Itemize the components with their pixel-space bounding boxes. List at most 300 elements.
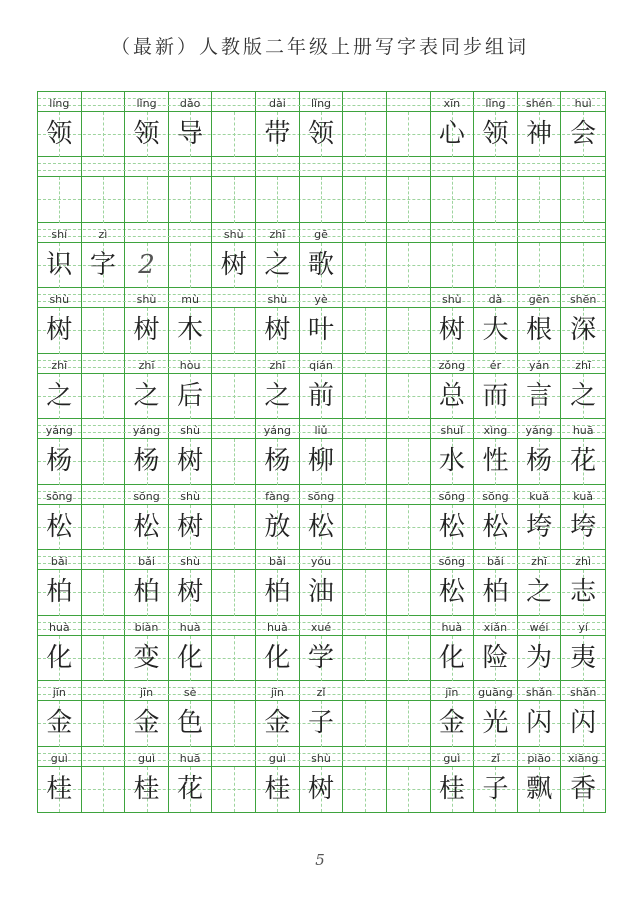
- pinyin-cell: [38, 288, 82, 307]
- pinyin-cell: [561, 92, 605, 111]
- pinyin-text: guāng: [478, 686, 513, 700]
- pinyin-cell: [38, 616, 82, 635]
- hanzi-cell: [300, 767, 344, 812]
- hanzi-char: 金: [438, 708, 465, 739]
- hanzi-char: 桂: [264, 773, 291, 804]
- hanzi-char: 会: [570, 119, 597, 149]
- pinyin-text: yóu: [310, 555, 332, 569]
- hanzi-char: 松: [46, 511, 73, 542]
- pinyin-text: shù: [180, 555, 200, 569]
- pinyin-text: yán: [528, 358, 550, 372]
- pinyin-cell: [474, 354, 518, 373]
- pinyin-cell: [343, 288, 387, 307]
- hanzi-char: 夷: [570, 642, 597, 673]
- hanzi-cell: [212, 767, 256, 812]
- hanzi-char: 字: [89, 249, 116, 280]
- hanzi-cell: [300, 636, 344, 681]
- hanzi-cell: [82, 767, 126, 812]
- pinyin-text: shù: [441, 293, 462, 307]
- hanzi-char: 心: [438, 119, 465, 149]
- hanzi-cell: [38, 374, 82, 419]
- hanzi-cell: [212, 701, 256, 746]
- pinyin-text: kuǎ: [573, 489, 594, 503]
- pinyin-text: bǎi: [50, 555, 68, 569]
- pinyin-cell: [38, 354, 82, 373]
- pinyin-text: lǐng: [485, 97, 506, 110]
- hanzi-cell: [169, 439, 213, 484]
- pinyin-cell: [256, 223, 300, 242]
- hanzi-char: 之: [526, 577, 553, 608]
- hanzi-cell: [38, 636, 82, 681]
- hanzi-char: 后: [177, 380, 204, 411]
- hanzi-cell: [387, 243, 431, 288]
- hanzi-char: 松: [133, 511, 160, 542]
- pinyin-text: shù: [180, 489, 200, 503]
- hanzi-cell: [256, 701, 300, 746]
- hanzi-cell: [169, 374, 213, 419]
- pinyin-cell: [474, 419, 518, 438]
- pinyin-text: shén: [525, 97, 553, 110]
- pinyin-cell: [256, 485, 300, 504]
- pinyin-text: shí: [51, 227, 68, 241]
- hanzi-cell: [343, 636, 387, 681]
- pinyin-text: jīn: [52, 686, 66, 700]
- hanzi-char: 杨: [46, 446, 73, 477]
- pinyin-cell: [125, 92, 169, 111]
- pinyin-cell: [300, 288, 344, 307]
- pinyin-cell: [125, 288, 169, 307]
- pinyin-cell: [82, 157, 126, 176]
- hanzi-char: 歌: [307, 249, 334, 280]
- hanzi-char: 之: [133, 380, 160, 411]
- hanzi-char: 之: [264, 380, 291, 411]
- pinyin-cell: [561, 223, 605, 242]
- hanzi-cell: [82, 308, 126, 353]
- hanzi-cell: [431, 243, 475, 288]
- pinyin-text: huì: [574, 97, 592, 110]
- pinyin-cell: [212, 747, 256, 766]
- hanzi-cell: [169, 177, 213, 222]
- hanzi-char: 桂: [133, 773, 160, 804]
- pinyin-cell: [169, 550, 213, 569]
- hanzi-cell: [300, 243, 344, 288]
- pinyin-text: zhī: [269, 358, 286, 372]
- pinyin-cell: [431, 747, 475, 766]
- hanzi-cell: [343, 439, 387, 484]
- pinyin-cell: [431, 550, 475, 569]
- hanzi-cell: [561, 636, 605, 681]
- hanzi-cell: [125, 243, 169, 288]
- hanzi-cell: [387, 177, 431, 222]
- hanzi-cell: [518, 505, 562, 550]
- pinyin-text: sōng: [438, 489, 466, 503]
- hanzi-cell: [125, 701, 169, 746]
- pinyin-cell: [387, 747, 431, 766]
- pinyin-cell: [343, 616, 387, 635]
- hanzi-char: 之: [46, 380, 73, 411]
- pinyin-cell: [212, 288, 256, 307]
- hanzi-cell: [300, 374, 344, 419]
- hanzi-cell: [38, 505, 82, 550]
- pinyin-cell: [38, 485, 82, 504]
- pinyin-cell: [169, 485, 213, 504]
- hanzi-cell: [343, 767, 387, 812]
- pinyin-cell: [431, 354, 475, 373]
- pinyin-text: huà: [441, 620, 463, 634]
- pinyin-cell: [518, 747, 562, 766]
- pinyin-text: shù: [180, 424, 200, 438]
- pinyin-cell: [169, 223, 213, 242]
- hanzi-char: 垮: [570, 511, 597, 542]
- pinyin-cell: [212, 92, 256, 111]
- hanzi-char: 金: [264, 708, 291, 739]
- hanzi-cell: [82, 570, 126, 615]
- pinyin-text: ér: [489, 358, 502, 372]
- pinyin-cell: [38, 419, 82, 438]
- pinyin-cell: [82, 747, 126, 766]
- pinyin-cell: [387, 419, 431, 438]
- hanzi-char: 花: [177, 773, 204, 804]
- hanzi-cell: [561, 570, 605, 615]
- hanzi-cell: [38, 308, 82, 353]
- hanzi-char: 导: [177, 119, 204, 149]
- pinyin-cell: [561, 485, 605, 504]
- hanzi-cell: [387, 308, 431, 353]
- hanzi-cell: [343, 701, 387, 746]
- hanzi-char: 神: [526, 119, 553, 149]
- pinyin-text: jīn: [270, 686, 284, 700]
- pinyin-text: zhī: [269, 227, 286, 241]
- hanzi-cell: [169, 570, 213, 615]
- hanzi-cell: [561, 112, 605, 157]
- pinyin-cell: [518, 354, 562, 373]
- hanzi-char: 松: [307, 511, 334, 542]
- hanzi-cell: [300, 177, 344, 222]
- pinyin-cell: [125, 223, 169, 242]
- hanzi-cell: [38, 243, 82, 288]
- pinyin-band: [38, 550, 605, 570]
- hanzi-cell: [300, 570, 344, 615]
- pinyin-cell: [256, 550, 300, 569]
- pinyin-cell: [387, 157, 431, 176]
- hanzi-char: 化: [264, 642, 291, 673]
- pinyin-cell: [343, 92, 387, 111]
- hanzi-cell: [387, 112, 431, 157]
- hanzi-char: 化: [46, 642, 73, 673]
- hanzi-cell: [431, 505, 475, 550]
- hanzi-cell: [256, 636, 300, 681]
- hanzi-char: 子: [482, 773, 509, 804]
- pinyin-text: shēn: [569, 293, 597, 307]
- pinyin-cell: [300, 485, 344, 504]
- pinyin-cell: [256, 681, 300, 700]
- pinyin-text: zǐ: [316, 686, 326, 700]
- hanzi-cell: [125, 112, 169, 157]
- pinyin-text: bǎi: [138, 555, 155, 569]
- pinyin-cell: [212, 616, 256, 635]
- hanzi-band: [38, 767, 605, 812]
- pinyin-text: zhī: [531, 555, 547, 569]
- pinyin-text: sōng: [46, 489, 73, 503]
- pinyin-text: zhī: [51, 358, 68, 372]
- pinyin-text: huà: [267, 620, 288, 634]
- pinyin-cell: [518, 616, 562, 635]
- pinyin-text: lǐng: [136, 97, 157, 110]
- pinyin-cell: [300, 550, 344, 569]
- pinyin-text: dà: [488, 293, 503, 307]
- hanzi-char: 领: [46, 119, 73, 149]
- hanzi-cell: [518, 308, 562, 353]
- pinyin-text: sōng: [133, 489, 160, 503]
- hanzi-cell: [212, 112, 256, 157]
- pinyin-cell: [125, 616, 169, 635]
- hanzi-cell: [387, 767, 431, 812]
- pinyin-cell: [561, 747, 605, 766]
- hanzi-char: 领: [482, 119, 509, 149]
- pinyin-cell: [212, 157, 256, 176]
- hanzi-char: 杨: [264, 446, 291, 477]
- pinyin-cell: [38, 223, 82, 242]
- pinyin-text: xiāng: [568, 751, 599, 765]
- pinyin-cell: [82, 616, 126, 635]
- pinyin-cell: [300, 354, 344, 373]
- hanzi-char: 飘: [526, 773, 553, 804]
- hanzi-char: 言: [526, 380, 553, 411]
- pinyin-cell: [125, 354, 169, 373]
- pinyin-text: gēn: [528, 293, 550, 307]
- pinyin-text: shuǐ: [440, 424, 464, 438]
- pinyin-cell: [82, 681, 126, 700]
- pinyin-cell: [387, 485, 431, 504]
- pinyin-cell: [431, 223, 475, 242]
- pinyin-text: bǎi: [268, 555, 286, 569]
- pinyin-text: dǎo: [179, 97, 201, 110]
- hanzi-cell: [38, 439, 82, 484]
- pinyin-cell: [474, 747, 518, 766]
- hanzi-cell: [561, 505, 605, 550]
- pinyin-cell: [125, 157, 169, 176]
- pinyin-cell: [343, 157, 387, 176]
- hanzi-cell: [169, 767, 213, 812]
- grid-row: [38, 223, 605, 288]
- pinyin-cell: [431, 419, 475, 438]
- pinyin-cell: [431, 157, 475, 176]
- hanzi-cell: [256, 243, 300, 288]
- hanzi-char: 性: [482, 446, 509, 477]
- pinyin-cell: [431, 288, 475, 307]
- hanzi-cell: [38, 177, 82, 222]
- hanzi-cell: [561, 308, 605, 353]
- hanzi-band: [38, 308, 605, 353]
- hanzi-cell: [387, 570, 431, 615]
- pinyin-cell: [387, 92, 431, 111]
- hanzi-cell: [82, 374, 126, 419]
- pinyin-cell: [431, 485, 475, 504]
- hanzi-cell: [518, 701, 562, 746]
- hanzi-band: [38, 439, 605, 484]
- pinyin-text: xiǎn: [483, 620, 508, 634]
- hanzi-cell: [82, 636, 126, 681]
- pinyin-cell: [38, 681, 82, 700]
- hanzi-cell: [300, 701, 344, 746]
- hanzi-cell: [518, 374, 562, 419]
- grid-row: [38, 92, 605, 157]
- hanzi-char: 垮: [526, 511, 553, 542]
- pinyin-text: mù: [181, 293, 199, 307]
- pinyin-text: huā: [572, 424, 594, 438]
- pinyin-band: [38, 681, 605, 701]
- pinyin-cell: [343, 747, 387, 766]
- pinyin-text: sōng: [438, 555, 466, 569]
- pinyin-cell: [212, 485, 256, 504]
- grid-row: [38, 419, 605, 484]
- pinyin-cell: [82, 92, 126, 111]
- pinyin-cell: [82, 419, 126, 438]
- hanzi-cell: [38, 570, 82, 615]
- pinyin-text: guì: [268, 751, 286, 765]
- hanzi-band: [38, 243, 605, 288]
- hanzi-cell: [169, 636, 213, 681]
- grid-row: [38, 747, 605, 812]
- hanzi-char: 而: [482, 380, 509, 411]
- pinyin-cell: [387, 223, 431, 242]
- hanzi-cell: [169, 701, 213, 746]
- hanzi-char: 木: [177, 315, 204, 346]
- hanzi-char: 金: [133, 708, 160, 739]
- hanzi-char: 总: [438, 380, 465, 411]
- hanzi-char: 化: [177, 642, 204, 673]
- hanzi-cell: [561, 439, 605, 484]
- pinyin-cell: [256, 616, 300, 635]
- hanzi-char: 花: [570, 446, 597, 477]
- pinyin-cell: [387, 616, 431, 635]
- hanzi-char: 2: [138, 249, 155, 280]
- hanzi-char: 险: [482, 642, 509, 673]
- hanzi-char: 树: [133, 315, 160, 346]
- hanzi-cell: [387, 505, 431, 550]
- pinyin-cell: [431, 681, 475, 700]
- hanzi-cell: [38, 767, 82, 812]
- hanzi-char: 树: [177, 511, 204, 542]
- pinyin-cell: [212, 681, 256, 700]
- hanzi-cell: [256, 767, 300, 812]
- hanzi-cell: [125, 308, 169, 353]
- pinyin-text: yáng: [132, 424, 161, 438]
- pinyin-cell: [82, 550, 126, 569]
- hanzi-cell: [212, 308, 256, 353]
- hanzi-char: 大: [482, 315, 509, 346]
- hanzi-cell: [256, 570, 300, 615]
- pinyin-cell: [518, 223, 562, 242]
- hanzi-cell: [561, 177, 605, 222]
- hanzi-char: 领: [133, 119, 160, 149]
- pinyin-text: zì: [98, 227, 108, 241]
- hanzi-cell: [474, 177, 518, 222]
- pinyin-cell: [474, 550, 518, 569]
- pinyin-cell: [212, 419, 256, 438]
- hanzi-cell: [343, 374, 387, 419]
- pinyin-cell: [343, 681, 387, 700]
- pinyin-band: [38, 485, 605, 505]
- hanzi-char: 柏: [133, 577, 160, 608]
- pinyin-cell: [169, 419, 213, 438]
- hanzi-cell: [212, 570, 256, 615]
- pinyin-cell: [561, 419, 605, 438]
- hanzi-cell: [82, 505, 126, 550]
- pinyin-text: zǐ: [491, 751, 500, 765]
- hanzi-char: 树: [220, 249, 247, 280]
- pinyin-cell: [300, 223, 344, 242]
- pinyin-cell: [474, 157, 518, 176]
- pinyin-cell: [518, 550, 562, 569]
- pinyin-text: xué: [310, 620, 332, 634]
- hanzi-cell: [212, 636, 256, 681]
- pinyin-text: yí: [578, 620, 588, 634]
- hanzi-cell: [256, 374, 300, 419]
- pinyin-cell: [300, 419, 344, 438]
- hanzi-cell: [256, 308, 300, 353]
- hanzi-cell: [38, 701, 82, 746]
- hanzi-band: [38, 505, 605, 550]
- hanzi-cell: [169, 308, 213, 353]
- pinyin-text: wéi: [529, 620, 549, 634]
- pinyin-text: dài: [268, 97, 286, 110]
- pinyin-band: [38, 616, 605, 636]
- pinyin-cell: [256, 288, 300, 307]
- pinyin-text: shù: [311, 751, 331, 765]
- hanzi-cell: [125, 374, 169, 419]
- hanzi-cell: [300, 439, 344, 484]
- pinyin-cell: [387, 288, 431, 307]
- grid-row: [38, 616, 605, 681]
- pinyin-cell: [82, 288, 126, 307]
- pinyin-cell: [474, 223, 518, 242]
- hanzi-band: [38, 701, 605, 746]
- pinyin-text: xīn: [443, 97, 461, 110]
- pinyin-cell: [387, 354, 431, 373]
- pinyin-cell: [518, 92, 562, 111]
- hanzi-cell: [343, 112, 387, 157]
- hanzi-cell: [125, 177, 169, 222]
- pinyin-text: zhì: [575, 555, 592, 569]
- hanzi-char: 柏: [46, 577, 73, 608]
- pinyin-text: shù: [267, 293, 288, 307]
- hanzi-char: 桂: [438, 773, 465, 804]
- hanzi-char: 变: [133, 642, 160, 673]
- writing-grid: [37, 91, 606, 813]
- hanzi-char: 柳: [307, 446, 334, 477]
- pinyin-cell: [518, 681, 562, 700]
- hanzi-cell: [212, 177, 256, 222]
- pinyin-cell: [169, 681, 213, 700]
- pinyin-cell: [518, 157, 562, 176]
- hanzi-cell: [82, 243, 126, 288]
- pinyin-text: hòu: [179, 358, 201, 372]
- pinyin-cell: [169, 288, 213, 307]
- hanzi-cell: [300, 308, 344, 353]
- hanzi-char: 之: [264, 249, 291, 280]
- pinyin-text: shǎn: [525, 686, 553, 700]
- hanzi-cell: [82, 439, 126, 484]
- hanzi-cell: [343, 243, 387, 288]
- pinyin-cell: [300, 616, 344, 635]
- grid-row: [38, 354, 605, 419]
- hanzi-char: 为: [526, 642, 553, 673]
- hanzi-char: 色: [177, 708, 204, 739]
- pinyin-text: huà: [179, 620, 201, 634]
- pinyin-text: bǎi: [487, 555, 504, 569]
- pinyin-cell: [169, 747, 213, 766]
